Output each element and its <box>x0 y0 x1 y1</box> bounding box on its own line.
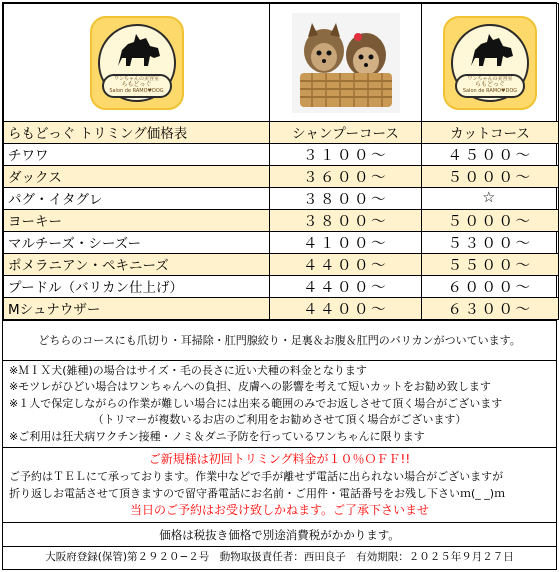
logo-cell-right <box>422 4 559 122</box>
table-row <box>4 187 559 209</box>
logo-cell-left <box>4 4 270 122</box>
note-tangles: ※モツレがひどい場合はワンちゃんへの負担、皮膚への影響を考えて短いカットをお勧め致します <box>9 380 491 393</box>
breed-name: プードル（バリカン仕上げ） <box>4 275 270 297</box>
cut-price: ６３００～ <box>422 297 559 319</box>
booking-line-2: 折り返しお電話させて頂きますので留守番電話にお名前・ご用件・電話番号をお残し下さいｍ(_ _)ｍ <box>9 487 506 500</box>
included-services-note: どちらのコースにも爪切り・耳掃除・肛門腺絞り・足裏＆お腹＆肛門のバリカンがついています。 <box>3 320 556 360</box>
table-title: らもどっぐ トリミング価格表 <box>4 122 270 144</box>
same-day-note: 当日のご予約はお受け致しかねます。ご了承下さいませ <box>129 503 430 517</box>
shampoo-price: ３６００～ <box>270 165 422 187</box>
header-cut: カットコース <box>422 122 559 144</box>
shampoo-price: ４４００～ <box>270 253 422 275</box>
dog-photo <box>292 13 400 113</box>
breed-name: マルチーズ・シーズー <box>4 231 270 253</box>
table-row <box>4 253 559 275</box>
breed-name: チワワ <box>4 143 270 165</box>
salon-logo <box>90 16 184 110</box>
table-row <box>4 231 559 253</box>
logo-text-2: らもどっぐ <box>121 80 152 88</box>
image-row <box>4 4 559 122</box>
breed-name: ダックス <box>4 165 270 187</box>
campaign-text: ご新規様は初回トリミング料金が１０％ＯＦＦ!! <box>148 452 411 466</box>
table-row <box>4 297 559 319</box>
cut-price: ５０００～ <box>422 165 559 187</box>
salon-logo-right <box>443 16 537 110</box>
registration-footer: 大阪府登録(保管)第２９２０−２号 動物取扱責任者：西田良子 有効期限：２０２５年９月２７日 <box>3 546 556 566</box>
shampoo-price: ３８００～ <box>270 209 422 231</box>
breed-name: パグ・イタグレ <box>4 187 270 209</box>
cut-price: ４５００～ <box>422 143 559 165</box>
dogs-in-basket-image <box>292 13 400 113</box>
booking-line-1: ご予約はＴＥＬにて承っております。作業中などで手が離せず電話に出られない場合がございますが <box>9 470 504 483</box>
shampoo-price: ３１００～ <box>270 143 422 165</box>
cut-price: ☆ <box>422 187 559 209</box>
shampoo-price: ４４００～ <box>270 297 422 319</box>
logo-text-2-right: らもどっぐ <box>475 80 505 88</box>
header-row <box>4 122 559 144</box>
logo-text-1-right: ワンちゃんの美容室 <box>467 75 513 82</box>
price-sheet <box>2 2 557 570</box>
cut-price: ５５００～ <box>422 253 559 275</box>
shampoo-price: ３８００～ <box>270 187 422 209</box>
tax-note: 価格は税抜き価格で別途消費税がかかります。 <box>3 522 556 546</box>
dog-photo-cell <box>270 4 422 122</box>
logo-text-1: ワンちゃんの美容室 <box>113 75 159 82</box>
table-row <box>4 275 559 297</box>
logo-bone <box>102 74 172 98</box>
price-table <box>3 3 559 320</box>
breed-name: ポメラニアン・ペキニーズ <box>4 253 270 275</box>
note-vaccination: ※ご利用は狂犬病ワクチン接種・ノミ＆ダニ予防を行っているワンちゃんに限ります <box>9 429 425 443</box>
notes-section <box>3 360 556 448</box>
cut-price: ６０００～ <box>422 275 559 297</box>
logo-text-3: Salon de RAMO♥DOG <box>109 87 164 94</box>
logo-bone-right <box>455 74 525 98</box>
logo-text-3-right: Salon de RAMO♥DOG <box>462 87 518 94</box>
cut-price: ５３００～ <box>422 231 559 253</box>
breed-name: Mシュナウザー <box>4 297 270 319</box>
breed-name: ヨーキー <box>4 209 270 231</box>
shampoo-price: ４４００～ <box>270 275 422 297</box>
note-restraint: ※１人で保定しながらの作業が難しい場合には出来る範囲のみでお返しさせて頂く場合がございます <box>9 396 503 410</box>
table-row <box>4 209 559 231</box>
note-mix: ※ＭＩＸ犬(雑種)の場合はサイズ・毛の長さに近い犬種の料金となります <box>9 363 367 377</box>
note-restraint-sub: （トリマーが複数いるお店のご利用をお勧めさせて頂く場合がございます） <box>92 413 467 426</box>
table-row <box>4 143 559 165</box>
cut-price: ５０００～ <box>422 209 559 231</box>
booking-section <box>3 447 556 522</box>
shampoo-price: ４１００～ <box>270 231 422 253</box>
table-row <box>4 165 559 187</box>
header-shampoo: シャンプーコース <box>270 122 422 144</box>
